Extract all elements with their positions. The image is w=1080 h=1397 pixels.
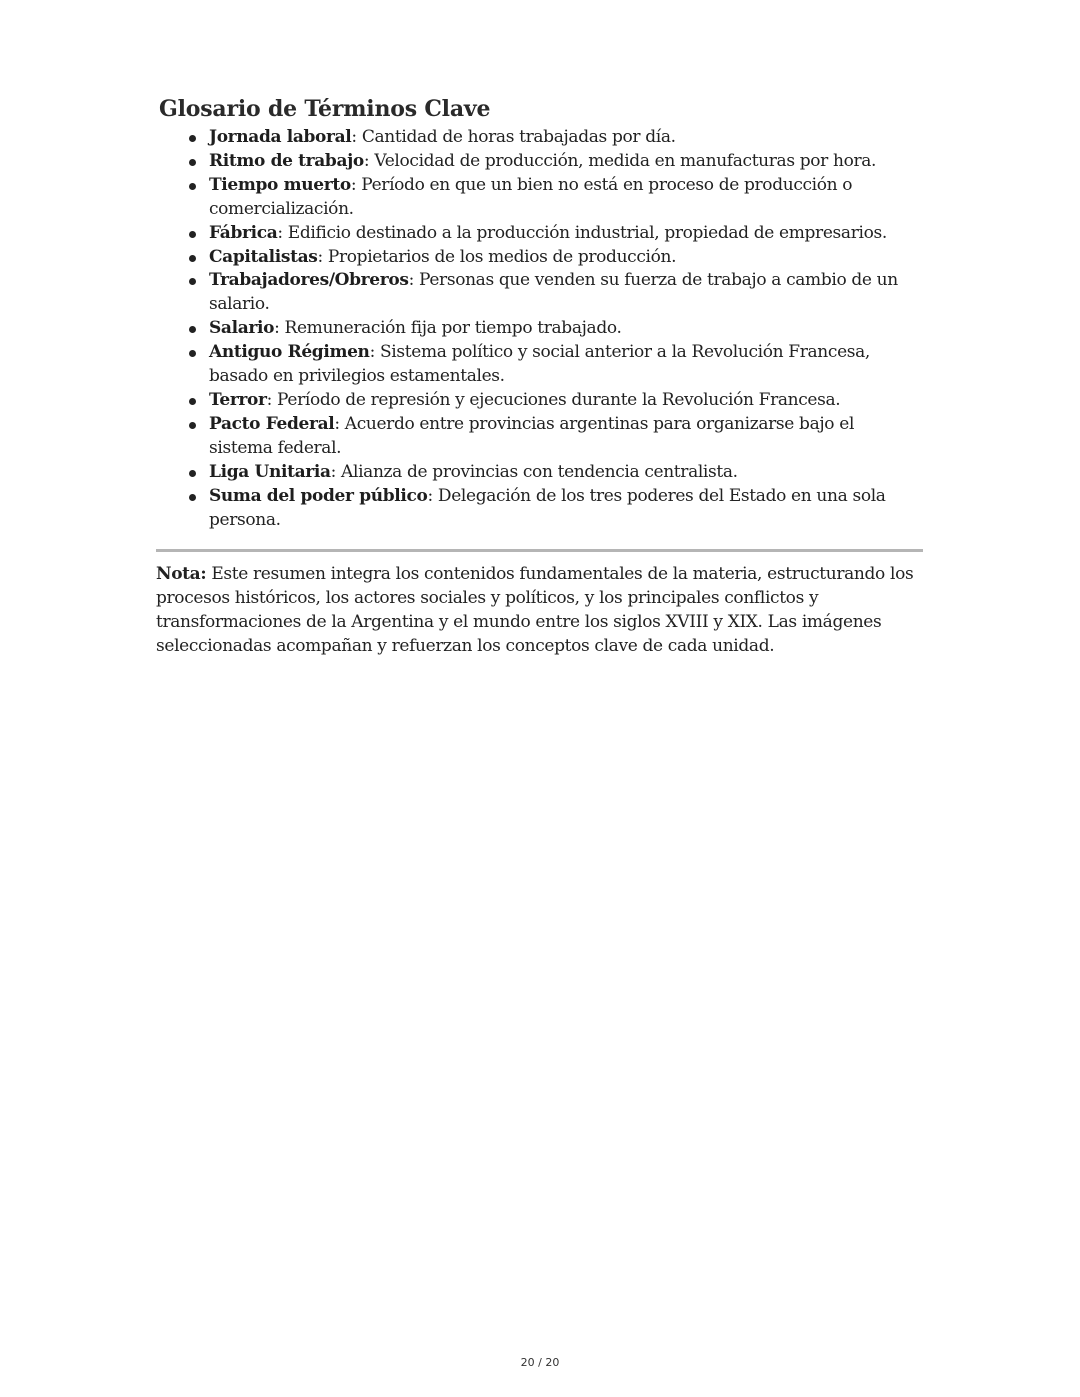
glossary-term: Jornada laboral (209, 127, 352, 147)
glossary-term: Antiguo Régimen (209, 342, 370, 363)
glossary-definition: : Remuneración fija por tiempo trabajado. (274, 318, 622, 339)
glossary-definition: : Edificio destinado a la producción industrial, propiedad de empresarios. (277, 222, 887, 243)
glossary-item (209, 174, 924, 222)
glossary-item (209, 269, 924, 317)
page-content (156, 94, 924, 659)
glossary-definition: : Delegación de los tres poderes del Estado en una sola persona. (209, 485, 886, 530)
glossary-item (209, 485, 924, 533)
glossary-item (209, 150, 924, 174)
note-text: Este resumen integra los contenidos fundamentales de la materia, estructurando los procesos históricos, los actores sociales y políticos, y los principales conflictos y transformaciones de la Argentina y el mundo entre los siglos XVIII y XIX. Las imágenes seleccionadas acompañan y refuerzan los conceptos clave de cada unidad. (156, 564, 914, 657)
glossary-definition: : Personas que venden su fuerza de trabajo a cambio de un salario. (209, 270, 898, 315)
glossary-item (209, 389, 924, 413)
glossary-item (209, 413, 924, 461)
glossary-term: Liga Unitaria (209, 461, 331, 482)
glossary-term: Fábrica (209, 222, 278, 243)
glossary-definition: : Propietarios de los medios de producción. (317, 246, 677, 267)
glossary-item (209, 317, 924, 341)
glossary-term: Trabajadores/Obreros (209, 270, 409, 291)
glossary-definition: : Alianza de provincias con tendencia centralista. (330, 461, 738, 482)
glossary-term: Pacto Federal (209, 413, 335, 434)
glossary-term: Terror (209, 389, 267, 410)
note-paragraph (156, 563, 924, 659)
glossary-item (209, 126, 924, 150)
glossary-item (209, 222, 924, 246)
glossary-term: Ritmo de trabajo (209, 150, 364, 171)
glossary-title: Glosario de Términos Clave (159, 96, 491, 122)
glossary-term: Tiempo muerto (209, 174, 351, 195)
glossary-term: Suma del poder público (209, 485, 428, 506)
glossary-definition: : Cantidad de horas trabajadas por día. (351, 127, 676, 147)
glossary-term: Salario (209, 318, 275, 339)
glossary-definition: : Acuerdo entre provincias argentinas para organizarse bajo el sistema federal. (209, 413, 855, 458)
glossary-item (209, 341, 924, 389)
glossary-item (209, 461, 924, 485)
glossary-definition: : Sistema político y social anterior a la Revolución Francesa, basado en privilegios estamentales. (209, 342, 870, 387)
glossary-definition: : Período en que un bien no está en proceso de producción o comercialización. (209, 174, 853, 219)
glossary-term: Capitalistas (209, 246, 318, 267)
glossary-list (156, 126, 924, 532)
glossary-definition: : Período de represión y ejecuciones durante la Revolución Francesa. (266, 389, 841, 410)
horizontal-divider (156, 549, 923, 552)
glossary-definition: : Velocidad de producción, medida en manufacturas por hora. (363, 150, 877, 171)
page-number: 20 / 20 (520, 1356, 560, 1369)
note-label: Nota: (156, 564, 207, 585)
glossary-item (209, 246, 924, 270)
